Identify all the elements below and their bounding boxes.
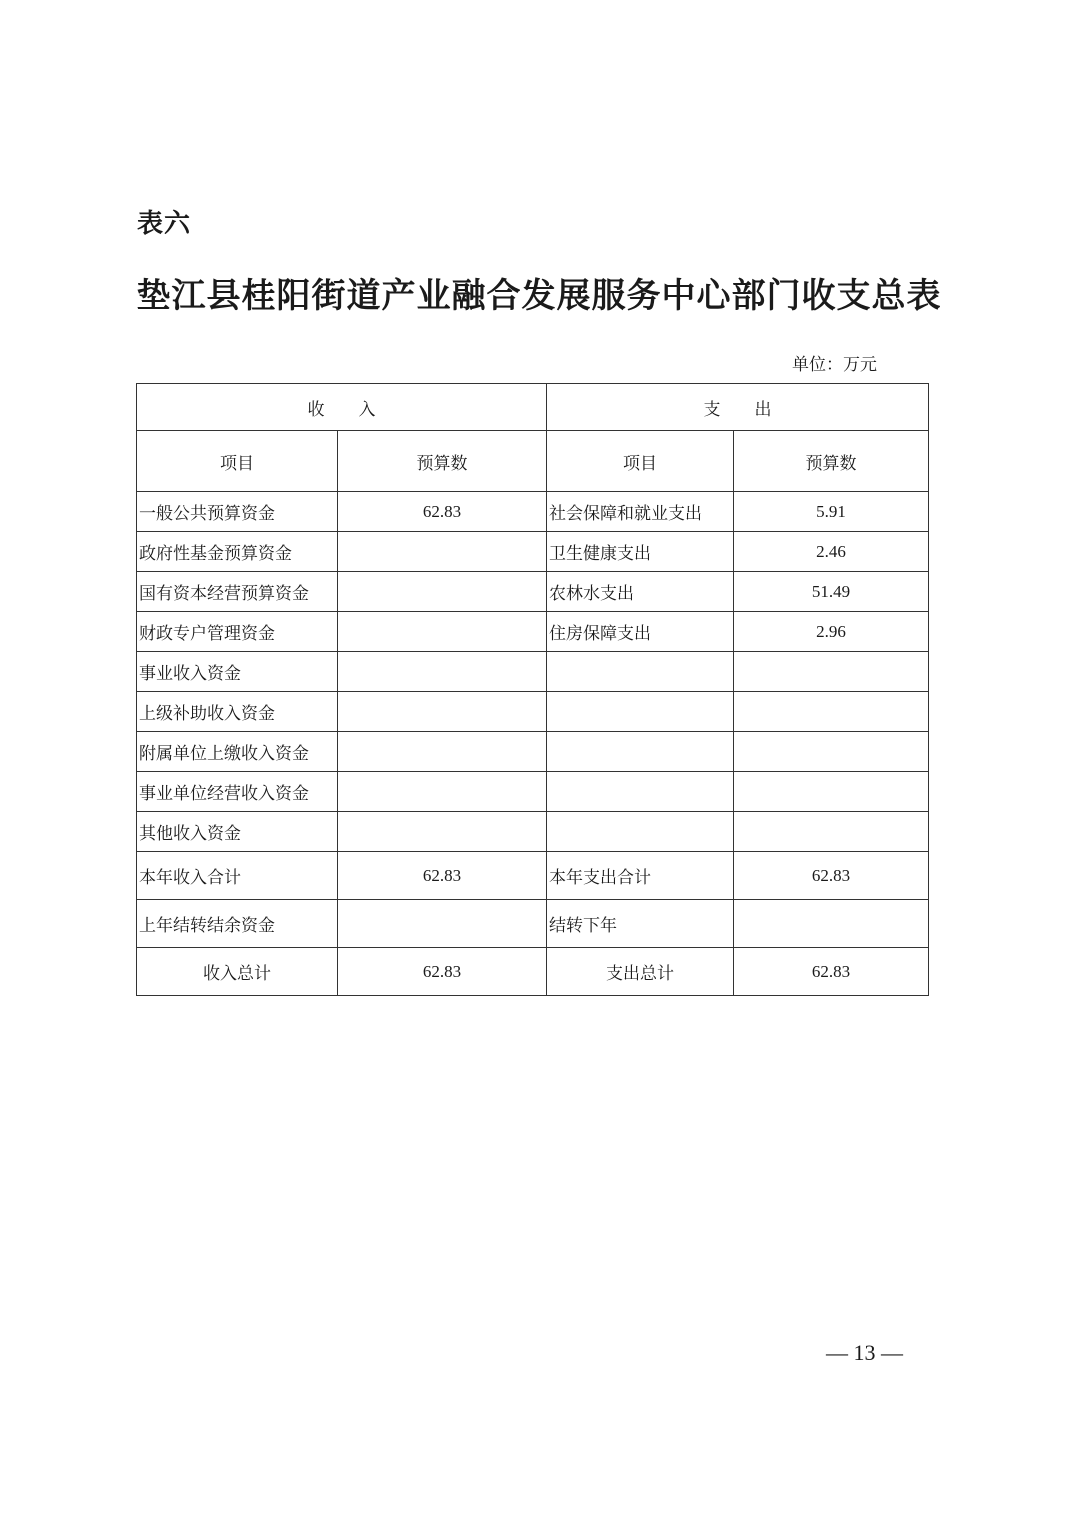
year-income-total-label: 本年收入合计	[137, 852, 338, 900]
expense-item	[547, 652, 734, 692]
grand-total-row	[137, 948, 929, 996]
income-item: 事业收入资金	[137, 652, 338, 692]
income-item: 上级补助收入资金	[137, 692, 338, 732]
expense-grand-total-label: 支出总计	[547, 948, 734, 996]
income-value	[338, 572, 547, 612]
table-row	[137, 612, 929, 652]
table-header-row	[137, 384, 929, 431]
income-item: 一般公共预算资金	[137, 492, 338, 532]
carry-out-label: 结转下年	[547, 900, 734, 948]
table-row	[137, 652, 929, 692]
expense-item	[547, 692, 734, 732]
table-row	[137, 532, 929, 572]
expense-value: 2.46	[734, 532, 929, 572]
year-expense-total-label: 本年支出合计	[547, 852, 734, 900]
budget-summary-table	[136, 383, 929, 996]
carry-over-row	[137, 900, 929, 948]
income-value	[338, 732, 547, 772]
income-value: 62.83	[338, 492, 547, 532]
income-value	[338, 652, 547, 692]
expense-value: 2.96	[734, 612, 929, 652]
table-row	[137, 492, 929, 532]
expense-item: 社会保障和就业支出	[547, 492, 734, 532]
income-value	[338, 532, 547, 572]
expense-value	[734, 812, 929, 852]
income-item: 其他收入资金	[137, 812, 338, 852]
table-row	[137, 572, 929, 612]
expense-item	[547, 812, 734, 852]
income-budget-header: 预算数	[338, 431, 547, 492]
income-item: 附属单位上缴收入资金	[137, 732, 338, 772]
expense-value: 5.91	[734, 492, 929, 532]
table-row	[137, 812, 929, 852]
table-row	[137, 692, 929, 732]
year-income-total-value: 62.83	[338, 852, 547, 900]
expense-value	[734, 732, 929, 772]
income-grand-total-value: 62.83	[338, 948, 547, 996]
expense-item	[547, 772, 734, 812]
income-item: 事业单位经营收入资金	[137, 772, 338, 812]
table-row	[137, 732, 929, 772]
income-item: 国有资本经营预算资金	[137, 572, 338, 612]
expense-item: 住房保障支出	[547, 612, 734, 652]
table-label: 表六	[137, 209, 192, 239]
income-item-header: 项目	[137, 431, 338, 492]
expense-item-header: 项目	[547, 431, 734, 492]
income-item: 政府性基金预算资金	[137, 532, 338, 572]
income-header: 收 入	[137, 384, 547, 431]
income-item: 财政专户管理资金	[137, 612, 338, 652]
expense-budget-header: 预算数	[734, 431, 929, 492]
table-row	[137, 772, 929, 812]
unit-label: 单位：万元	[792, 355, 877, 375]
table-subheader-row	[137, 431, 929, 492]
page-number: — 13 —	[826, 1340, 903, 1365]
expense-item: 农林水支出	[547, 572, 734, 612]
expense-item	[547, 732, 734, 772]
carry-in-label: 上年结转结余资金	[137, 900, 338, 948]
income-value	[338, 692, 547, 732]
year-expense-total-value: 62.83	[734, 852, 929, 900]
expense-item: 卫生健康支出	[547, 532, 734, 572]
carry-out-value	[734, 900, 929, 948]
expense-value	[734, 772, 929, 812]
expense-value	[734, 652, 929, 692]
expense-value	[734, 692, 929, 732]
income-value	[338, 772, 547, 812]
income-value	[338, 612, 547, 652]
income-grand-total-label: 收入总计	[137, 948, 338, 996]
expense-grand-total-value: 62.83	[734, 948, 929, 996]
income-value	[338, 812, 547, 852]
page-title: 垫江县桂阳街道产业融合发展服务中心部门收支总表	[136, 276, 942, 316]
year-total-row	[137, 852, 929, 900]
expense-value: 51.49	[734, 572, 929, 612]
expense-header: 支 出	[547, 384, 929, 431]
carry-in-value	[338, 900, 547, 948]
